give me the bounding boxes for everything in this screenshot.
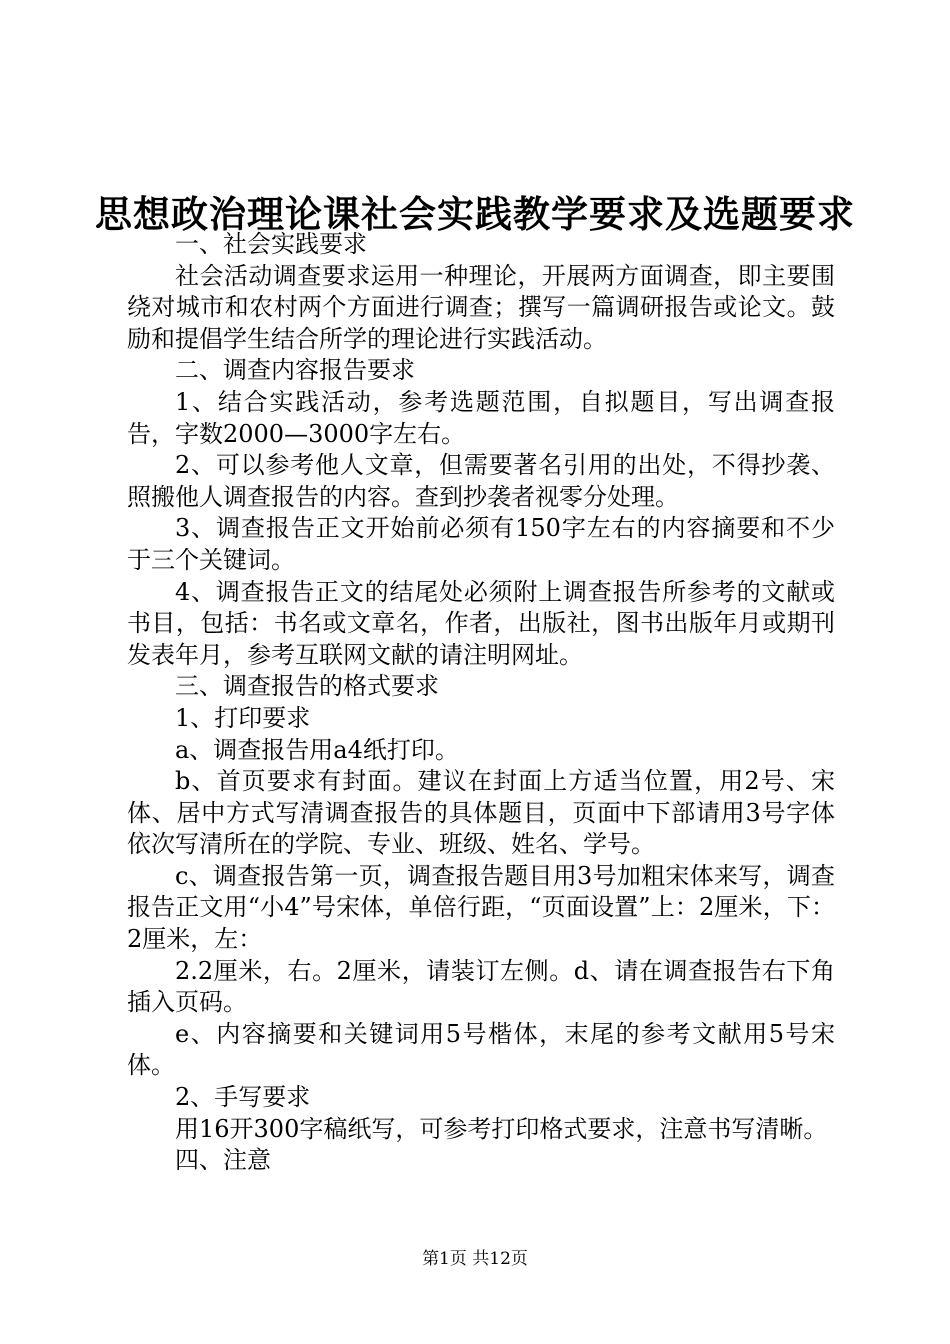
section-heading: 四、注意 [175, 1146, 271, 1175]
document-body [127, 229, 835, 1177]
section-heading: 三、调查报告的格式要求 [175, 672, 439, 701]
paragraph: 2、可以参考他人文章，但需要著名引用的出处，不得抄袭、照搬他人调查报告的内容。查到抄袭者视零分处理。 [127, 451, 835, 511]
page-footer: 第1页 共12页 [422, 1249, 528, 1269]
section-heading: 二、调查内容报告要求 [175, 356, 415, 385]
paragraph: e、内容摘要和关键词用5号楷体，末尾的参考文献用5号宋体。 [127, 1019, 835, 1080]
paragraph: 3、调查报告正文开始前必须有150字左右的内容摘要和不少于三个关键词。 [127, 514, 835, 574]
paragraph: 1、结合实践活动，参考选题范围，自拟题目，写出调查报告，字数2000—3000字左右。 [127, 387, 835, 448]
subsection-heading: 1、打印要求 [175, 703, 311, 732]
paragraph: b、首页要求有封面。建议在封面上方适当位置，用2号、宋体、居中方式写清调查报告的具体题目，页面中下部请用3号字体依次写清所在的学院、专业、班级、姓名、学号。 [127, 767, 835, 859]
paragraph: 2.2厘米，右。2厘米，请装订左侧。d、请在调查报告右下角插入页码。 [127, 956, 835, 1017]
section-heading: 一、社会实践要求 [175, 230, 367, 258]
paragraph: 用16开300字稿纸写，可参考打印格式要求，注意书写清晰。 [175, 1114, 828, 1143]
paragraph: 社会活动调查要求运用一种理论，开展两方面调查，即主要围绕对城市和农村两个方面进行调查；撰写一篇调研报告或论文。鼓励和提倡学生结合所学的理论进行实践活动。 [127, 261, 835, 353]
subsection-heading: 2、手写要求 [175, 1083, 311, 1112]
paragraph: c、调查报告第一页，调查报告题目用3号加粗宋体来写，调查报告正文用“小4”号宋体，单倍行距，“页面设置”上：2厘米，下：2厘米，左： [127, 861, 835, 954]
paragraph: a、调查报告用a4纸打印。 [175, 735, 459, 764]
paragraph: 4、调查报告正文的结尾处必须附上调查报告所参考的文献或书目，包括：书名或文章名，作者，出版社，图书出版年月或期刊发表年月，参考互联网文献的请注明网址。 [127, 577, 835, 669]
document-title: 思想政治理论课社会实践教学要求及选题要求 [95, 192, 855, 236]
